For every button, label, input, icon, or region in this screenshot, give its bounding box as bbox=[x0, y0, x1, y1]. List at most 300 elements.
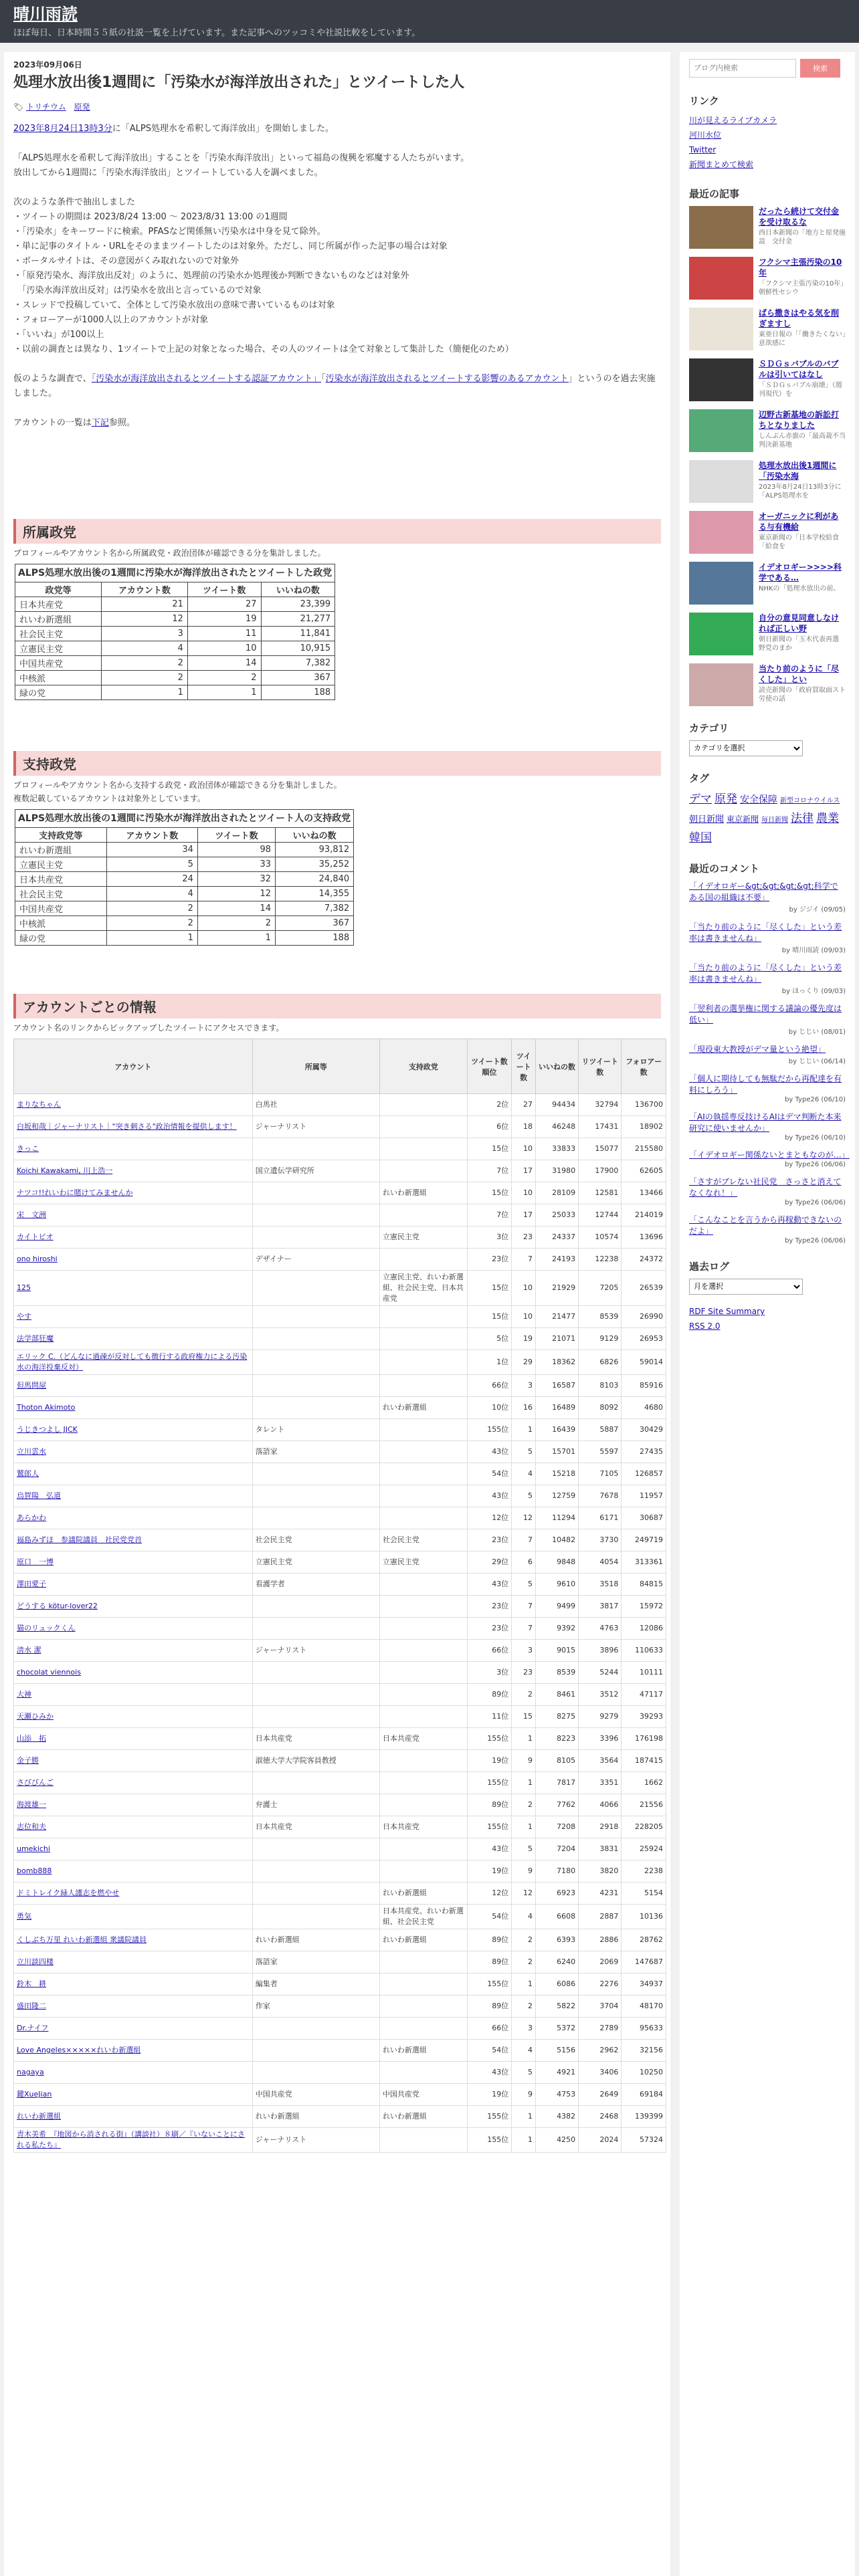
table-cell bbox=[14, 2040, 253, 2062]
recent-article-snippet: 東京新聞の「日本学校給食 「給食を bbox=[759, 534, 846, 550]
table-cell: 26539 bbox=[622, 1271, 666, 1306]
search-button[interactable]: 検索 bbox=[800, 59, 840, 78]
table-cell bbox=[379, 1662, 467, 1684]
comment-link[interactable]: 「AIの執揺専反技けるAIはデマ判断た本来研究に使いませんか」 bbox=[689, 1112, 842, 1133]
condition-item: ・ツイートの期間は 2023/8/24 13:00 〜 2023/8/31 13:00 の1週間 bbox=[13, 212, 288, 222]
table-cell bbox=[379, 1328, 467, 1350]
table-cell: 7 bbox=[512, 1249, 536, 1271]
recent-article-title[interactable]: オーガニックに利がある与有機給 bbox=[759, 512, 839, 532]
account-link[interactable]: Thoton Akimoto bbox=[17, 1403, 76, 1412]
table-cell: 2 bbox=[512, 1996, 536, 2018]
account-link[interactable]: くしぶち万里 れいわ新選組 衆議院議員 bbox=[17, 1935, 147, 1944]
table-cell bbox=[14, 1618, 253, 1640]
recent-article[interactable] bbox=[689, 511, 846, 554]
recent-article-title[interactable]: 処理水放出後1週間に「汚染水海 bbox=[759, 461, 837, 481]
table-cell: 3406 bbox=[579, 2062, 622, 2084]
table-cell: 16439 bbox=[535, 1419, 578, 1441]
table-cell: 6393 bbox=[535, 1929, 578, 1951]
rss-link[interactable]: RDF Site Summary bbox=[689, 1307, 765, 1316]
table-cell bbox=[14, 2062, 253, 2084]
table-cell bbox=[14, 1485, 253, 1507]
table-row bbox=[15, 656, 335, 671]
table-cell bbox=[14, 1116, 253, 1138]
recent-article[interactable] bbox=[689, 460, 846, 503]
account-link[interactable]: Love Angeles×××××れいわ新選組 bbox=[17, 2046, 141, 2054]
account-link[interactable]: bomb888 bbox=[17, 1866, 52, 1875]
account-link[interactable]: 烏賀陽 弘道 bbox=[17, 1491, 61, 1500]
table-cell: 21477 bbox=[535, 1306, 578, 1328]
table-cell: デザイナー bbox=[252, 1249, 379, 1271]
account-link[interactable]: 125 bbox=[17, 1283, 31, 1292]
account-link[interactable]: Dr.ナイフ bbox=[17, 2024, 49, 2032]
table-cell: 12 bbox=[102, 612, 188, 627]
table-cell: 39293 bbox=[622, 1706, 666, 1728]
comment-link[interactable]: 「翌利者の選挙権に関する議論の優先度は低い」 bbox=[689, 1004, 842, 1025]
table-row bbox=[14, 1929, 666, 1951]
account-link[interactable]: 盛田隆二 bbox=[17, 2002, 46, 2010]
page-container bbox=[0, 43, 859, 2576]
account-link[interactable]: 但馬問屋 bbox=[17, 1381, 46, 1390]
table-row bbox=[14, 1138, 666, 1160]
table-cell: 24 bbox=[106, 872, 197, 887]
table-header: アカウント bbox=[14, 1039, 253, 1094]
table-cell bbox=[14, 1662, 253, 1684]
table-cell: 23 bbox=[512, 1226, 536, 1249]
post-title: 処理水放出後1週間に「汚染水が海洋放出された」とツイートした人 bbox=[13, 74, 465, 91]
tag-link[interactable]: 新型コロナウイルス bbox=[780, 797, 840, 804]
account-link[interactable]: 天瀬ひみか bbox=[17, 1712, 54, 1721]
table-cell bbox=[14, 2084, 253, 2106]
table-cell bbox=[14, 2018, 253, 2040]
table-cell bbox=[14, 1529, 253, 1551]
table-row bbox=[14, 2040, 666, 2062]
table-cell: 155位 bbox=[467, 1728, 512, 1750]
comment-byline: by Type26 (06/10) bbox=[785, 1096, 846, 1103]
archive-select[interactable] bbox=[689, 1279, 803, 1295]
table-cell: 国立遺伝学研究所 bbox=[252, 1160, 379, 1182]
account-link[interactable]: 福島みずほ 参議院議員 社民党党首 bbox=[17, 1535, 142, 1544]
table-cell: 3351 bbox=[579, 1772, 622, 1794]
table-cell: 188 bbox=[276, 931, 354, 946]
recent-article-title[interactable]: イデオロギー>>>>科学である… bbox=[759, 562, 842, 582]
table-cell bbox=[379, 1640, 467, 1662]
account-link[interactable]: 鈴木 耕 bbox=[17, 1979, 46, 1988]
tag-link[interactable]: 毎日新聞 bbox=[761, 817, 789, 824]
table-cell bbox=[379, 1138, 467, 1160]
sidebar-link[interactable]: 河川水位 bbox=[689, 130, 722, 140]
tag-link[interactable]: 農業 bbox=[816, 812, 840, 825]
table-cell: れいわ新選組 bbox=[379, 2040, 467, 2062]
article-thumbnail bbox=[689, 358, 753, 401]
account-link[interactable]: ナツコ!!れいわに賭けてみませんか bbox=[17, 1188, 133, 1197]
table-cell: 9129 bbox=[579, 1328, 622, 1350]
comment-byline: by ジジイ (09/05) bbox=[789, 906, 846, 914]
table-header: 支持政党等 bbox=[15, 828, 107, 843]
table-cell bbox=[252, 1905, 379, 1929]
table-row bbox=[14, 1838, 666, 1860]
comment-item bbox=[689, 1044, 846, 1065]
comment-link[interactable]: 「さすがブレない社民党 さっさと消えてなくなれ！」 bbox=[689, 1177, 842, 1198]
comment-link[interactable]: 「イデオロギー関係ないとまともなのが…」 bbox=[689, 1150, 850, 1160]
account-link[interactable]: 勇気 bbox=[17, 1912, 31, 1921]
tag-icon: 🏷 bbox=[13, 102, 24, 112]
recent-article-title[interactable]: だったら続けて交付金を受け取るな bbox=[759, 207, 840, 227]
table-cell: 1662 bbox=[622, 1772, 666, 1794]
table-cell: 中国共産党 bbox=[252, 2084, 379, 2106]
table-cell: 136700 bbox=[622, 1094, 666, 1116]
tag-link[interactable]: 安全保障 bbox=[740, 794, 777, 805]
table-cell: 11957 bbox=[622, 1485, 666, 1507]
table-cell bbox=[379, 1441, 467, 1463]
recent-article-title[interactable]: ばら撒きはやる気を削ぎますし bbox=[759, 308, 840, 328]
table-cell: 16489 bbox=[535, 1397, 578, 1419]
table-cell: 17900 bbox=[579, 1160, 622, 1182]
recent-article[interactable] bbox=[689, 663, 852, 706]
table-cell: 2887 bbox=[579, 1905, 622, 1929]
post-tag-link[interactable]: 原発 bbox=[74, 102, 90, 112]
table-cell bbox=[379, 1306, 467, 1328]
table-row bbox=[14, 1529, 666, 1551]
table-cell bbox=[252, 1838, 379, 1860]
sidebar-link[interactable]: 新聞まとめて検索 bbox=[689, 160, 754, 169]
table-cell: れいわ新選組 bbox=[379, 1883, 467, 1905]
table-cell: 155位 bbox=[467, 1419, 512, 1441]
recent-article[interactable] bbox=[689, 613, 846, 655]
account-link[interactable]: さびびんご bbox=[17, 1778, 54, 1787]
condition-head: 次のような条件で抽出しました bbox=[13, 197, 136, 207]
table-cell: 126857 bbox=[622, 1463, 666, 1485]
table-cell: 立憲民主党 bbox=[15, 857, 107, 872]
table-cell bbox=[14, 1772, 253, 1794]
table-cell: 6923 bbox=[535, 1883, 578, 1905]
table-cell: 7817 bbox=[535, 1772, 578, 1794]
rss-link[interactable]: RSS 2.0 bbox=[689, 1321, 721, 1331]
table-cell bbox=[379, 1116, 467, 1138]
table-row bbox=[14, 1116, 666, 1138]
table-cell: 9 bbox=[512, 1860, 536, 1883]
table-cell: 15位 bbox=[467, 1271, 512, 1306]
comment-link[interactable]: 「イデオロギー&gt;&gt;&gt;&gt;科学である国の組織は不要」 bbox=[689, 881, 838, 902]
table-cell: 25924 bbox=[622, 1838, 666, 1860]
table-cell: れいわ新選組 bbox=[15, 843, 107, 857]
table-cell bbox=[252, 1618, 379, 1640]
table-cell: 4680 bbox=[622, 1397, 666, 1419]
site-description: ほぼ毎日、日本時間５５紙の社説一覧を上げています。また記事へのツッコミや社説比較をしています。 bbox=[13, 28, 421, 38]
account-link[interactable]: ドミトレイク緑人謹志を燃やせ bbox=[17, 1889, 120, 1897]
table-cell: れいわ新選組 bbox=[379, 1929, 467, 1951]
account-link[interactable]: 海渡雄一 bbox=[17, 1800, 46, 1809]
account-link[interactable]: きっこ bbox=[17, 1144, 39, 1153]
account-link[interactable]: Koichi Kawakami, 川上浩一 bbox=[17, 1166, 113, 1175]
account-link[interactable]: 金子勝 bbox=[17, 1756, 39, 1765]
account-link[interactable]: umekichi bbox=[17, 1844, 50, 1853]
table-cell: 4066 bbox=[579, 1794, 622, 1816]
account-link[interactable]: chocolat viennois bbox=[17, 1668, 81, 1677]
account-link[interactable]: やす bbox=[17, 1312, 31, 1321]
table-header: ツイート数 bbox=[512, 1039, 536, 1094]
recent-article[interactable] bbox=[689, 308, 846, 350]
account-link[interactable]: nagaya bbox=[17, 2068, 44, 2076]
table-cell bbox=[379, 1838, 467, 1860]
table-cell: 9279 bbox=[579, 1706, 622, 1728]
account-link[interactable]: 青木美希 『地図から消される街』（講談社）８刷／『いないことにされる私たち』 bbox=[17, 2130, 245, 2149]
comment-link[interactable]: 「当たり前のように「尽くした」という差率は書きませんね」 bbox=[689, 963, 842, 984]
table-cell: 19 bbox=[512, 1328, 536, 1350]
table-header: いいねの数 bbox=[535, 1039, 578, 1094]
table-cell: 10574 bbox=[579, 1226, 622, 1249]
table-cell: 29 bbox=[512, 1350, 536, 1375]
table-cell: 日本共産党 bbox=[15, 872, 107, 887]
table-header: ツイート数 bbox=[197, 828, 275, 843]
table-cell: 10,915 bbox=[261, 641, 335, 656]
table-cell bbox=[252, 1204, 379, 1226]
tag-link[interactable]: 東京新聞 bbox=[727, 815, 759, 824]
account-link[interactable]: まりなちゃん bbox=[17, 1100, 61, 1109]
comment-link[interactable]: 「当たり前のように「尽くした」という差率は書きませんね」 bbox=[689, 922, 842, 943]
comment-item bbox=[689, 881, 846, 914]
search-input[interactable] bbox=[689, 59, 796, 78]
account-link[interactable]: 山添 拓 bbox=[17, 1734, 46, 1743]
table-row bbox=[14, 1249, 666, 1271]
table-cell: 2886 bbox=[579, 1929, 622, 1951]
condition-item: ・ボータルサイトは、その意図がくみ取れないので対象外 bbox=[13, 256, 240, 266]
table-cell: 立憲民主党 bbox=[15, 641, 102, 656]
table-row bbox=[14, 1860, 666, 1883]
table-cell: 4 bbox=[106, 887, 197, 901]
account-link[interactable]: 志位和夫 bbox=[17, 1822, 46, 1831]
table-cell: 弁護士 bbox=[252, 1794, 379, 1816]
table-cell bbox=[252, 1684, 379, 1706]
recent-article[interactable] bbox=[689, 206, 846, 249]
table-cell bbox=[379, 1094, 467, 1116]
table-cell: 中国共産党 bbox=[379, 2084, 467, 2106]
table-cell: 66位 bbox=[467, 2018, 512, 2040]
table-cell: 1 bbox=[512, 1973, 536, 1996]
table-row bbox=[14, 1794, 666, 1816]
table-cell: 27 bbox=[512, 1094, 536, 1116]
table-cell: 19 bbox=[187, 612, 261, 627]
sidebar bbox=[680, 52, 855, 2576]
table-cell: 23位 bbox=[467, 1529, 512, 1551]
table-cell: 25033 bbox=[535, 1204, 578, 1226]
account-link[interactable]: 法学部狂魔 bbox=[17, 1334, 54, 1343]
table-cell: 5822 bbox=[535, 1996, 578, 2018]
table-cell: 緑の党 bbox=[15, 685, 102, 700]
table-cell: 5 bbox=[512, 1485, 536, 1507]
table-cell: 9 bbox=[512, 2084, 536, 2106]
recent-article-title[interactable]: 辺野古新基地の訴訟打ちとなりました bbox=[759, 410, 840, 430]
table-cell bbox=[252, 1328, 379, 1350]
table-cell: 2 bbox=[512, 1684, 536, 1706]
table-row bbox=[15, 685, 335, 700]
table-cell: 15位 bbox=[467, 1306, 512, 1328]
table-cell bbox=[379, 1350, 467, 1375]
table-cell: 10250 bbox=[622, 2062, 666, 2084]
recent-article[interactable] bbox=[689, 562, 846, 605]
table-cell: 26953 bbox=[622, 1328, 666, 1350]
table-cell: 3位 bbox=[467, 1662, 512, 1684]
table-cell: 54位 bbox=[467, 1905, 512, 1929]
tag-link[interactable]: 朝日新聞 bbox=[689, 815, 725, 825]
table-cell: 5 bbox=[512, 2062, 536, 2084]
table-cell: 中核派 bbox=[15, 916, 107, 931]
account-link[interactable]: 大神 bbox=[17, 1690, 31, 1699]
table-cell: 89位 bbox=[467, 1996, 512, 2018]
table-cell: 5位 bbox=[467, 1328, 512, 1350]
table-row bbox=[14, 1204, 666, 1226]
comment-link[interactable]: 「個人に期待しても無駄だから再配達を有料にしろう」 bbox=[689, 1074, 842, 1095]
comment-link[interactable]: 「現役東大教授がデマ量という絶望」 bbox=[689, 1045, 826, 1054]
list-link[interactable]: 下記 bbox=[91, 418, 109, 428]
table-cell: 白馬社 bbox=[252, 1094, 379, 1116]
main-content bbox=[4, 52, 670, 2576]
post-tag-link[interactable]: トリチウム bbox=[26, 102, 66, 112]
account-link[interactable]: どうする kötur-lover22 bbox=[17, 1602, 98, 1610]
account-link[interactable]: 白坂和哉｜ジャーナリスト｜"突き刺さる"政治情報を提供します！ bbox=[17, 1122, 237, 1131]
recent-article-title[interactable]: ＳＤＧｓバブルのバブルは引いてはなし bbox=[759, 359, 839, 379]
sidebar-link[interactable]: 川が見えるライブカメラ bbox=[689, 116, 777, 125]
table-cell bbox=[14, 1706, 253, 1728]
comment-item bbox=[689, 1003, 846, 1036]
table-cell: 8103 bbox=[579, 1375, 622, 1397]
tag-link[interactable]: 韓国 bbox=[689, 831, 712, 845]
account-link[interactable]: 鍵XueJian bbox=[17, 2090, 52, 2099]
table-cell: 立憲民主党 bbox=[379, 1551, 467, 1574]
table-cell: 4382 bbox=[535, 2106, 578, 2128]
table-cell: 94434 bbox=[535, 1094, 578, 1116]
account-link[interactable]: 立川雲水 bbox=[17, 1447, 46, 1456]
table-cell bbox=[14, 1328, 253, 1350]
table-cell: 187415 bbox=[622, 1750, 666, 1772]
post-body bbox=[13, 122, 661, 431]
recent-article-title[interactable]: 自分の意見同意しなければ正しい野 bbox=[759, 613, 840, 633]
table-cell: 3730 bbox=[579, 1529, 622, 1551]
table-cell: 15701 bbox=[535, 1441, 578, 1463]
site-title[interactable]: 晴川雨読 bbox=[13, 5, 78, 23]
table-cell: 1 bbox=[102, 685, 188, 700]
table-cell bbox=[379, 1375, 467, 1397]
table-cell: 1 bbox=[512, 1728, 536, 1750]
table-row bbox=[14, 1684, 666, 1706]
table-cell bbox=[252, 1182, 379, 1204]
prev-survey-link[interactable]: 汚染水が海洋放出されるとツイートする影響のあるアカウント bbox=[325, 374, 569, 384]
table-cell: 4 bbox=[102, 641, 188, 656]
table-cell bbox=[252, 1350, 379, 1375]
table-cell bbox=[14, 1883, 253, 1905]
table-cell bbox=[14, 1838, 253, 1860]
table-cell bbox=[14, 1816, 253, 1838]
recent-article-snippet: NHKの「処理水放出の前、 bbox=[759, 585, 840, 593]
condition-item: ・スレッドで投稿していて、全体として汚染水放出の意味で書いているものは対象 bbox=[13, 300, 335, 310]
tag-link[interactable]: デマ bbox=[689, 792, 712, 806]
table-header: いいねの数 bbox=[276, 828, 354, 843]
table-cell: 21929 bbox=[535, 1271, 578, 1306]
table-cell: タレント bbox=[252, 1419, 379, 1441]
account-link[interactable]: 宋 文洲 bbox=[17, 1210, 46, 1219]
account-link[interactable]: エリック C.（どんなに過疎が反対しても徴行する政府権力による汚染水の海洋投棄反対） bbox=[17, 1352, 248, 1372]
table-row bbox=[14, 1350, 666, 1375]
table-cell: 2 bbox=[197, 916, 275, 931]
account-link[interactable]: 原口 一博 bbox=[17, 1558, 54, 1566]
table-cell: 2649 bbox=[579, 2084, 622, 2106]
tag-heading: タグ bbox=[689, 772, 710, 784]
recent-article[interactable] bbox=[689, 257, 846, 300]
table-header: いいねの数 bbox=[261, 582, 335, 597]
table-cell: 18 bbox=[512, 1116, 536, 1138]
table-cell: 12759 bbox=[535, 1485, 578, 1507]
tag-link[interactable]: 法律 bbox=[791, 812, 814, 825]
article-thumbnail bbox=[689, 511, 753, 554]
table-cell: 30429 bbox=[622, 1419, 666, 1441]
table-cell: れいわ新選組 bbox=[379, 1397, 467, 1419]
table-row bbox=[14, 1706, 666, 1728]
recent-article-title[interactable]: 当たり前のように「尽くした」とい bbox=[759, 664, 840, 684]
account-link[interactable]: れいわ新選組 bbox=[17, 2112, 61, 2121]
table-header: リツイート数 bbox=[579, 1039, 622, 1094]
table-cell: 23位 bbox=[467, 1618, 512, 1640]
account-link[interactable]: 清水 潔 bbox=[17, 1646, 41, 1654]
table-row bbox=[15, 641, 335, 656]
table-cell bbox=[14, 1463, 253, 1485]
table-cell bbox=[14, 1397, 253, 1419]
table-cell: 228205 bbox=[622, 1816, 666, 1838]
table-cell: 5887 bbox=[579, 1419, 622, 1441]
recent-article-title[interactable]: フクシマ主張汚染の10年 bbox=[759, 257, 842, 278]
table-row bbox=[14, 1551, 666, 1574]
date-link[interactable]: 2023年8月24日13時3分 bbox=[13, 124, 112, 134]
table-cell bbox=[14, 1996, 253, 2018]
account-link[interactable]: 猫のリュックくん bbox=[17, 1624, 76, 1632]
condition-list bbox=[13, 195, 661, 357]
table-cell: 28109 bbox=[535, 1182, 578, 1204]
article-thumbnail bbox=[689, 409, 753, 452]
table-cell: 4231 bbox=[579, 1883, 622, 1905]
section-desc: プロフィールやアカウント名から支持する政党・政治団体が確認できる分を集計しました。 bbox=[13, 780, 342, 790]
account-link[interactable]: 立川談四楼 bbox=[17, 1957, 54, 1966]
table-cell: 11位 bbox=[467, 1706, 512, 1728]
prev-survey-link[interactable]: 「汚染水が海洋放出されるとツイートする認証アカウント」 bbox=[91, 374, 322, 384]
tag-cloud bbox=[689, 790, 846, 847]
table-cell: 2 bbox=[187, 671, 261, 685]
account-link[interactable]: 澤田愛子 bbox=[17, 1580, 46, 1588]
party-table bbox=[15, 564, 335, 700]
account-link[interactable]: うじきつよし JJCK bbox=[17, 1425, 78, 1434]
recent-article[interactable] bbox=[689, 409, 846, 452]
comment-link[interactable]: 「こんなことを言うから再稼動できないのだよ」 bbox=[689, 1215, 842, 1236]
account-link[interactable]: あらかわ bbox=[17, 1513, 46, 1522]
category-select[interactable] bbox=[689, 740, 803, 756]
table-row bbox=[15, 597, 335, 612]
table-cell: 155位 bbox=[467, 2106, 512, 2128]
archive-heading: 過去ログ bbox=[689, 1261, 730, 1273]
table-cell: 16 bbox=[512, 1397, 536, 1419]
table-row bbox=[14, 2062, 666, 2084]
section-desc: アカウント名のリンクからピックアップしたツイートにアクセスできます。 bbox=[13, 1023, 284, 1033]
table-cell: 7204 bbox=[535, 1838, 578, 1860]
table-cell: 社会民主党 bbox=[15, 887, 107, 901]
account-link[interactable]: ono hiroshi bbox=[17, 1255, 58, 1263]
account-link[interactable]: カイトビオ bbox=[17, 1232, 54, 1241]
comment-byline: by Type26 (06/06) bbox=[785, 1161, 846, 1168]
recent-article[interactable] bbox=[689, 358, 846, 401]
account-link[interactable]: 鷲郎人 bbox=[17, 1469, 39, 1478]
sidebar-link[interactable]: Twitter bbox=[689, 145, 717, 154]
table-cell: 17431 bbox=[579, 1116, 622, 1138]
table-cell bbox=[252, 1226, 379, 1249]
comment-byline: by Type26 (06/10) bbox=[785, 1134, 846, 1142]
tag-link[interactable]: 原発 bbox=[714, 792, 737, 806]
recent-article-snippet: 東亜日報の「「働きたくない」意欲感に bbox=[759, 331, 846, 347]
